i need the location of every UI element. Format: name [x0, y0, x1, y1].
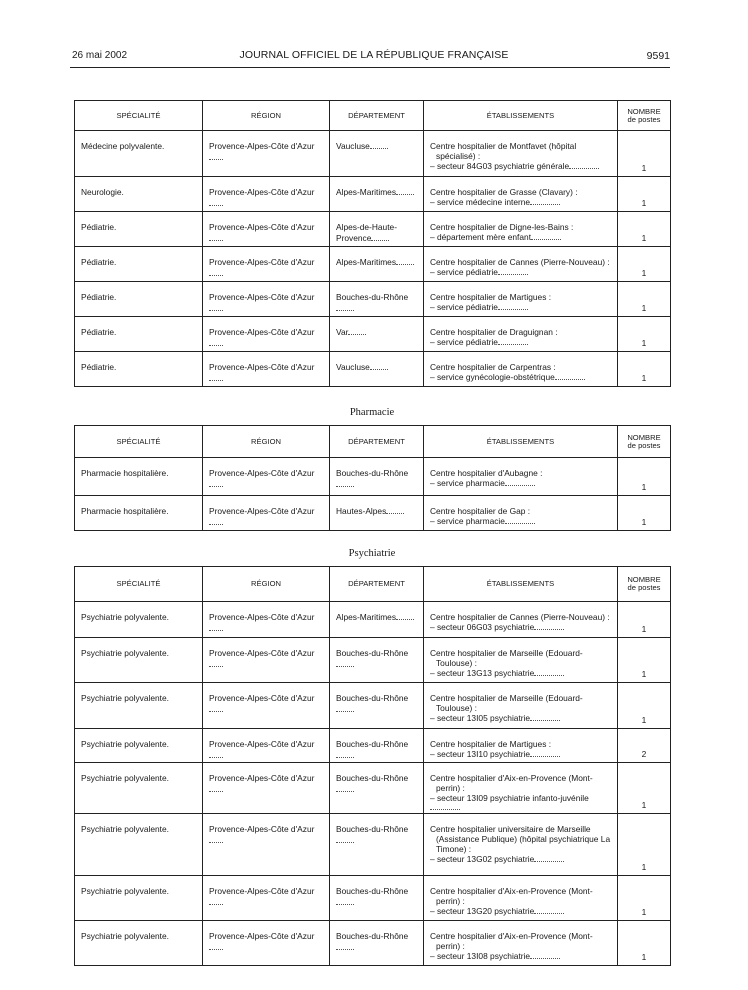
specialite-text: Psychiatrie polyvalente.	[81, 931, 169, 942]
leader-dots	[209, 711, 223, 712]
etablissement-line: Centre hospitalier de Cannes (Pierre-Nouveau) :	[430, 612, 610, 622]
etablissement-cell	[424, 876, 618, 921]
etablissement-line: Toulouse) :	[436, 657, 477, 668]
specialite-cell	[75, 602, 203, 638]
specialite-cell	[75, 729, 203, 763]
specialite-text: Psychiatrie polyvalente.	[81, 693, 169, 703]
region-text: Provence-Alpes-Côte d'Azur	[209, 292, 315, 302]
etablissement-line: Centre hospitalier d'Aix-en-Provence (Mont-	[430, 773, 593, 783]
etablissement-line: Centre hospitalier de Marseille (Edouard-	[430, 693, 583, 703]
region-text: Provence-Alpes-Côte d'Azur	[209, 222, 315, 232]
leader-dots	[209, 630, 223, 631]
specialite-text: Pédiatrie.	[81, 327, 117, 337]
region-text: Provence-Alpes-Côte d'Azur	[209, 468, 315, 478]
etablissement-line: perrin) :	[436, 782, 465, 793]
etablissement-cell	[424, 763, 618, 814]
etablissement-cell	[424, 496, 618, 531]
etablissement-cell	[424, 131, 618, 177]
col-header-etablissements: ÉTABLISSEMENTS	[424, 101, 618, 131]
specialite-cell	[75, 921, 203, 966]
specialite-cell	[75, 177, 203, 212]
header-row	[75, 426, 671, 458]
etablissement-line: Centre hospitalier de Marseille (Edouard-	[430, 648, 583, 658]
region-cell	[203, 876, 330, 921]
etablissement-cell	[424, 317, 618, 352]
etablissement-line-wrap	[430, 373, 613, 383]
specialite-cell	[75, 683, 203, 729]
table-row	[75, 458, 671, 496]
col-header-departement: DÉPARTEMENT	[330, 567, 424, 602]
etablissement-line-wrap	[430, 233, 613, 243]
region-cell	[203, 602, 330, 638]
region-cell	[203, 638, 330, 683]
departement-text: Bouches-du-Rhône	[336, 931, 409, 942]
region-cell	[203, 247, 330, 282]
specialite-cell	[75, 352, 203, 387]
etablissement-cell	[424, 683, 618, 729]
etablissement-line-wrap	[430, 162, 613, 172]
etablissement-cell	[424, 638, 618, 683]
specialite-cell	[75, 317, 203, 352]
nombre-cell: 1	[618, 763, 671, 814]
region-text: Provence-Alpes-Côte d'Azur	[209, 648, 315, 658]
etablissement-line: – secteur 06G03 psychiatrie	[430, 621, 535, 632]
departement-cell	[330, 814, 424, 876]
specialite-cell	[75, 763, 203, 814]
etablissement-line-wrap	[430, 623, 613, 633]
leader-dots	[505, 485, 535, 486]
leader-dots	[209, 904, 223, 905]
col-header-nombre-line2: de postes	[627, 440, 661, 450]
etablissement-line: – secteur 13I05 psychiatrie	[430, 712, 531, 723]
specialite-text: Pharmacie hospitalière.	[81, 506, 169, 516]
leader-dots	[530, 204, 560, 205]
etablissement-line: Centre hospitalier de Digne-les-Bains :	[430, 222, 574, 232]
departement-cell	[330, 352, 424, 387]
etablissement-cell	[424, 352, 618, 387]
leader-dots	[209, 949, 223, 950]
nombre-cell: 1	[618, 458, 671, 496]
table-row	[75, 177, 671, 212]
departement-text: Hautes-Alpes	[336, 506, 387, 516]
leader-dots	[336, 949, 354, 950]
leader-dots	[371, 240, 389, 241]
leader-dots	[336, 486, 354, 487]
etablissement-line-wrap	[430, 952, 613, 962]
etablissement-line: – secteur 13G20 psychiatrie	[430, 905, 535, 916]
leader-dots	[505, 523, 535, 524]
leader-dots	[530, 756, 560, 757]
page-header	[0, 46, 748, 62]
table-row	[75, 247, 671, 282]
col-header-etablissements: ÉTABLISSEMENTS	[424, 426, 618, 458]
departement-text: Bouches-du-Rhône	[336, 773, 409, 783]
leader-dots	[209, 524, 223, 525]
etablissement-line-wrap	[430, 669, 613, 679]
nombre-cell: 1	[618, 352, 671, 387]
departement-text: Alpes-Maritimes	[336, 612, 397, 622]
table-row	[75, 352, 671, 387]
etablissement-line: perrin) :	[436, 940, 465, 951]
nombre-cell: 1	[618, 814, 671, 876]
table-psychiatrie	[74, 566, 671, 966]
etablissement-line: Centre hospitalier de Gap :	[430, 506, 531, 516]
journal-title: JOURNAL OFFICIEL DE LA RÉPUBLIQUE FRANÇAISE	[239, 49, 509, 61]
table-row	[75, 921, 671, 966]
etablissement-line: Centre hospitalier de Martigues :	[430, 739, 552, 749]
nombre-cell: 1	[618, 683, 671, 729]
table-row	[75, 638, 671, 683]
header-row	[75, 567, 671, 602]
etablissement-line-wrap	[430, 750, 613, 760]
etablissement-line: – secteur 13I08 psychiatrie	[430, 950, 531, 961]
table-row	[75, 496, 671, 531]
leader-dots	[498, 344, 528, 345]
section-title-pharmacie: Pharmacie	[349, 407, 395, 418]
leader-dots	[336, 842, 354, 843]
departement-cell	[330, 602, 424, 638]
departement-text: Bouches-du-Rhône	[336, 886, 409, 897]
departement-cell	[330, 212, 424, 247]
region-cell	[203, 763, 330, 814]
nombre-cell: 1	[618, 602, 671, 638]
region-cell	[203, 814, 330, 876]
leader-dots	[209, 380, 223, 381]
leader-dots	[209, 666, 223, 667]
region-cell	[203, 131, 330, 177]
departement-cell	[330, 247, 424, 282]
etablissement-cell	[424, 212, 618, 247]
etablissement-cell	[424, 458, 618, 496]
specialite-text: Pédiatrie.	[81, 257, 117, 267]
leader-dots	[430, 809, 460, 810]
etablissement-line-wrap	[430, 907, 613, 917]
region-text: Provence-Alpes-Côte d'Azur	[209, 506, 315, 516]
col-header-specialite: SPÉCIALITÉ	[75, 426, 203, 458]
leader-dots	[336, 310, 354, 311]
etablissement-line: – secteur 13G13 psychiatrie	[430, 667, 535, 678]
etablissement-line: Centre hospitalier de Carpentras :	[430, 362, 556, 372]
col-header-nombre	[618, 567, 671, 602]
region-text: Provence-Alpes-Côte d'Azur	[209, 931, 315, 942]
nombre-cell: 1	[618, 177, 671, 212]
leader-dots	[531, 239, 561, 240]
etablissement-line: Centre hospitalier de Draguignan :	[430, 327, 558, 337]
specialite-text: Psychiatrie polyvalente.	[81, 612, 169, 622]
table-row	[75, 729, 671, 763]
col-header-nombre-line1: NOMBRE	[627, 106, 661, 116]
leader-dots	[498, 309, 528, 310]
region-cell	[203, 729, 330, 763]
leader-dots	[336, 757, 354, 758]
etablissement-line: – service pédiatrie	[430, 336, 498, 347]
etablissement-line: – secteur 13I09 psychiatrie infanto-juvénile	[430, 792, 589, 803]
etablissement-line: – service pharmacie	[430, 515, 505, 526]
col-header-specialite: SPÉCIALITÉ	[75, 101, 203, 131]
page-number: 9591	[646, 50, 670, 62]
region-cell	[203, 282, 330, 317]
etablissement-line: spécialisé) :	[436, 150, 481, 161]
col-header-nombre	[618, 101, 671, 131]
nombre-cell: 1	[618, 638, 671, 683]
leader-dots	[530, 958, 560, 959]
region-text: Provence-Alpes-Côte d'Azur	[209, 187, 315, 197]
region-text: Provence-Alpes-Côte d'Azur	[209, 773, 315, 783]
etablissement-line: Centre hospitalier d'Aix-en-Provence (Mont-	[430, 886, 593, 897]
col-header-nombre-line2: de postes	[627, 583, 661, 592]
leader-dots	[209, 757, 223, 758]
specialite-cell	[75, 282, 203, 317]
departement-text: Alpes-Maritimes	[336, 187, 397, 197]
leader-dots	[348, 334, 366, 335]
etablissement-line-wrap	[430, 855, 613, 865]
region-text: Provence-Alpes-Côte d'Azur	[209, 327, 315, 337]
specialite-cell	[75, 131, 203, 177]
etablissement-cell	[424, 602, 618, 638]
leader-dots	[534, 861, 564, 862]
etablissement-line: Toulouse) :	[436, 702, 477, 713]
departement-text: Alpes-de-Haute-Provence	[336, 222, 397, 243]
etablissement-line: – secteur 13G02 psychiatrie	[430, 853, 535, 864]
departement-cell	[330, 131, 424, 177]
table-pharmacie	[74, 425, 671, 531]
departement-text: Vaucluse	[336, 362, 370, 372]
etablissement-line: (Assistance Publique) (hôpital psychiatrique La	[436, 833, 611, 844]
header-rule	[70, 67, 670, 68]
table-row	[75, 131, 671, 177]
etablissement-cell	[424, 921, 618, 966]
leader-dots	[209, 345, 223, 346]
nombre-cell: 1	[618, 282, 671, 317]
table-medecine	[74, 100, 671, 387]
specialite-cell	[75, 247, 203, 282]
departement-cell	[330, 496, 424, 531]
nombre-cell: 1	[618, 247, 671, 282]
departement-text: Bouches-du-Rhône	[336, 693, 409, 703]
etablissement-line: Centre hospitalier d'Aubagne :	[430, 468, 543, 478]
region-text: Provence-Alpes-Côte d'Azur	[209, 886, 315, 897]
specialite-text: Psychiatrie polyvalente.	[81, 739, 169, 749]
table-row	[75, 212, 671, 247]
etablissement-line-wrap	[430, 338, 613, 348]
region-cell	[203, 921, 330, 966]
header-row	[75, 101, 671, 131]
etablissement-cell	[424, 247, 618, 282]
leader-dots	[336, 904, 354, 905]
departement-cell	[330, 876, 424, 921]
specialite-text: Psychiatrie polyvalente.	[81, 886, 169, 897]
etablissement-line: Timone) :	[436, 843, 472, 854]
table-row	[75, 282, 671, 317]
region-cell	[203, 496, 330, 531]
col-header-region: RÉGION	[203, 567, 330, 602]
section-title-psychiatrie: Psychiatrie	[348, 548, 396, 559]
leader-dots	[209, 159, 223, 160]
leader-dots	[209, 310, 223, 311]
leader-dots	[386, 513, 404, 514]
departement-text: Vaucluse	[336, 141, 370, 151]
leader-dots	[498, 274, 528, 275]
etablissement-cell	[424, 729, 618, 763]
leader-dots	[396, 619, 414, 620]
leader-dots	[209, 791, 223, 792]
departement-cell	[330, 177, 424, 212]
nombre-cell: 1	[618, 317, 671, 352]
etablissement-cell	[424, 282, 618, 317]
specialite-cell	[75, 814, 203, 876]
etablissement-line: – secteur 13I10 psychiatrie	[430, 748, 531, 759]
region-cell	[203, 212, 330, 247]
etablissement-line-wrap	[430, 714, 613, 724]
etablissement-line: Centre hospitalier de Montfavet (hôpital	[430, 141, 577, 151]
leader-dots	[530, 720, 560, 721]
leader-dots	[209, 205, 223, 206]
departement-text: Bouches-du-Rhône	[336, 824, 409, 835]
leader-dots	[534, 629, 564, 630]
region-cell	[203, 458, 330, 496]
region-text: Provence-Alpes-Côte d'Azur	[209, 739, 315, 749]
etablissement-line: – service pharmacie	[430, 477, 505, 488]
specialite-text: Pédiatrie.	[81, 222, 117, 232]
leader-dots	[336, 791, 354, 792]
specialite-text: Neurologie.	[81, 187, 124, 197]
etablissement-line: Centre hospitalier de Martigues :	[430, 292, 552, 302]
specialite-cell	[75, 876, 203, 921]
region-text: Provence-Alpes-Côte d'Azur	[209, 257, 315, 267]
etablissement-line-wrap	[430, 517, 613, 527]
header-date: 26 mai 2002	[72, 50, 128, 61]
col-header-nombre-line2: de postes	[627, 114, 661, 124]
col-header-nombre	[618, 426, 671, 458]
leader-dots	[209, 275, 223, 276]
col-header-nombre-line1: NOMBRE	[627, 575, 661, 584]
etablissement-line-wrap	[430, 198, 613, 208]
departement-cell	[330, 683, 424, 729]
leader-dots	[209, 486, 223, 487]
specialite-text: Pharmacie hospitalière.	[81, 468, 169, 478]
leader-dots	[209, 842, 223, 843]
region-cell	[203, 683, 330, 729]
table-row	[75, 602, 671, 638]
specialite-cell	[75, 638, 203, 683]
region-text: Provence-Alpes-Côte d'Azur	[209, 362, 315, 372]
leader-dots	[534, 675, 564, 676]
etablissement-line: – service pédiatrie	[430, 266, 498, 277]
etablissement-line: – service pédiatrie	[430, 301, 498, 312]
etablissement-line: – service gynécologie-obstétrique	[430, 371, 555, 382]
departement-cell	[330, 282, 424, 317]
specialite-text: Pédiatrie.	[81, 362, 117, 372]
leader-dots	[396, 194, 414, 195]
departement-cell	[330, 763, 424, 814]
etablissement-cell	[424, 814, 618, 876]
nombre-cell: 1	[618, 131, 671, 177]
etablissement-line: – secteur 84G03 psychiatrie générale	[430, 160, 570, 171]
leader-dots	[370, 369, 388, 370]
departement-text: Bouches-du-Rhône	[336, 468, 409, 478]
col-header-specialite: SPÉCIALITÉ	[75, 567, 203, 602]
departement-cell	[330, 729, 424, 763]
region-text: Provence-Alpes-Côte d'Azur	[209, 824, 315, 835]
nombre-cell: 1	[618, 212, 671, 247]
leader-dots	[555, 379, 585, 380]
specialite-text: Psychiatrie polyvalente.	[81, 648, 169, 658]
nombre-cell: 2	[618, 729, 671, 763]
etablissement-cell	[424, 177, 618, 212]
col-header-nombre-line1: NOMBRE	[627, 432, 661, 442]
etablissement-line-wrap	[430, 268, 613, 278]
table-row	[75, 317, 671, 352]
region-text: Provence-Alpes-Côte d'Azur	[209, 693, 315, 703]
region-cell	[203, 317, 330, 352]
leader-dots	[569, 168, 599, 169]
nombre-cell: 1	[618, 876, 671, 921]
col-header-region: RÉGION	[203, 101, 330, 131]
leader-dots	[370, 148, 388, 149]
etablissement-line: Centre hospitalier universitaire de Marseille	[430, 824, 591, 835]
specialite-cell	[75, 458, 203, 496]
table-row	[75, 814, 671, 876]
departement-cell	[330, 638, 424, 683]
region-text: Provence-Alpes-Côte d'Azur	[209, 612, 315, 622]
leader-dots	[534, 913, 564, 914]
leader-dots	[336, 711, 354, 712]
departement-text: Bouches-du-Rhône	[336, 648, 409, 658]
nombre-cell: 1	[618, 921, 671, 966]
table-row	[75, 876, 671, 921]
specialite-text: Pédiatrie.	[81, 292, 117, 302]
col-header-departement: DÉPARTEMENT	[330, 101, 424, 131]
etablissement-line: Centre hospitalier d'Aix-en-Provence (Mont-	[430, 931, 593, 942]
etablissement-line: perrin) :	[436, 895, 465, 906]
departement-text: Bouches-du-Rhône	[336, 739, 409, 749]
etablissement-line: Centre hospitalier de Grasse (Clavary) :	[430, 187, 578, 197]
etablissement-line: Centre hospitalier de Cannes (Pierre-Nouveau) :	[430, 257, 610, 267]
leader-dots	[336, 666, 354, 667]
col-header-etablissements: ÉTABLISSEMENTS	[424, 567, 618, 602]
table-row	[75, 683, 671, 729]
leader-dots	[209, 240, 223, 241]
etablissement-line-wrap	[430, 794, 613, 814]
nombre-cell: 1	[618, 496, 671, 531]
region-cell	[203, 352, 330, 387]
table-row	[75, 763, 671, 814]
leader-dots	[396, 264, 414, 265]
etablissement-line-wrap	[430, 303, 613, 313]
departement-text: Alpes-Maritimes	[336, 257, 397, 267]
departement-cell	[330, 921, 424, 966]
col-header-region: RÉGION	[203, 426, 330, 458]
specialite-text: Psychiatrie polyvalente.	[81, 824, 169, 835]
departement-cell	[330, 458, 424, 496]
region-cell	[203, 177, 330, 212]
col-header-departement: DÉPARTEMENT	[330, 426, 424, 458]
specialite-text: Psychiatrie polyvalente.	[81, 773, 169, 783]
specialite-text: Médecine polyvalente.	[81, 141, 165, 151]
departement-cell	[330, 317, 424, 352]
etablissement-line-wrap	[430, 479, 613, 489]
specialite-cell	[75, 212, 203, 247]
region-text: Provence-Alpes-Côte d'Azur	[209, 141, 315, 151]
departement-text: Var	[336, 327, 349, 337]
etablissement-line: – département mère enfant	[430, 231, 532, 242]
specialite-cell	[75, 496, 203, 531]
etablissement-line: – service médecine interne	[430, 196, 531, 207]
departement-text: Bouches-du-Rhône	[336, 292, 409, 302]
